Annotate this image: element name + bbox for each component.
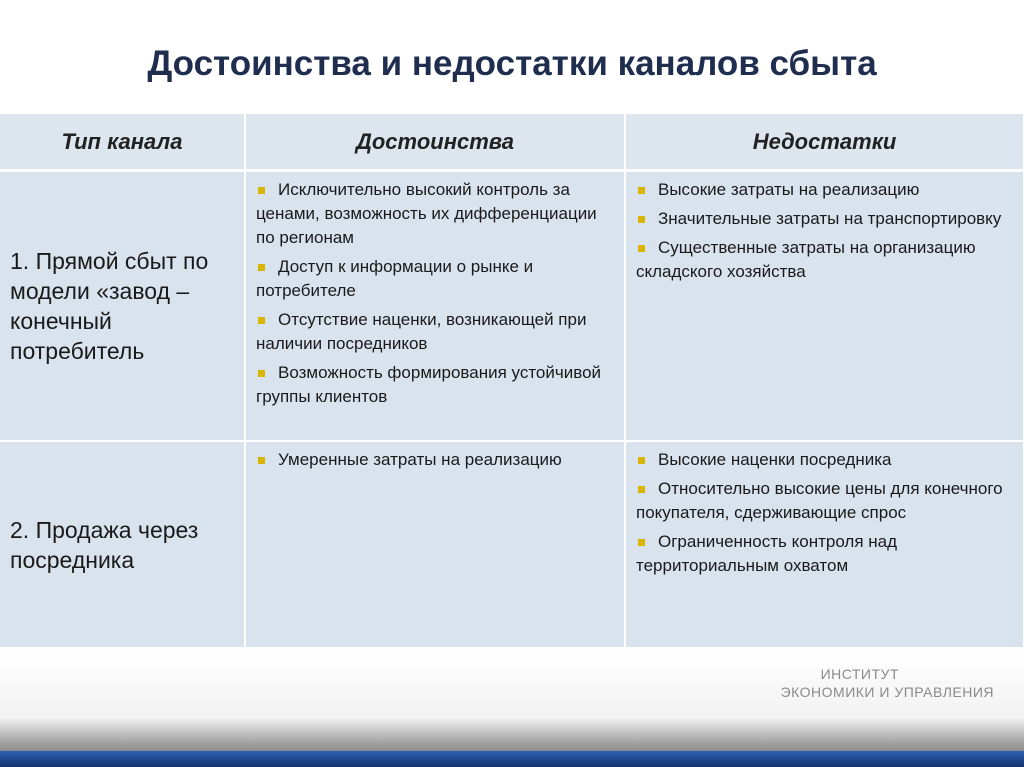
- cons-cell: [625, 441, 1024, 648]
- header-pros: Достоинства: [245, 114, 625, 171]
- bullet-square-icon: [638, 187, 645, 194]
- header-type: Тип канала: [0, 114, 245, 171]
- bullet-square-icon: [638, 486, 645, 493]
- cons-list: [626, 442, 1023, 578]
- footer-blue-bar: [0, 751, 1024, 767]
- list-item: Существенные затраты на организацию складского хозяйства: [636, 238, 976, 281]
- pros-list: [246, 172, 624, 409]
- channel-type-cell: 2. Продажа через посредника: [0, 441, 245, 648]
- pros-list: [246, 442, 624, 472]
- list-item: Возможность формирования устойчивой группы клиентов: [256, 363, 602, 406]
- institute-logo: [781, 665, 994, 701]
- slide-title: Достоинства и недостатки каналов сбыта: [147, 44, 877, 83]
- table-row: [0, 171, 1024, 442]
- bullet-square-icon: [258, 370, 265, 377]
- list-item: Значительные затраты на транспортировку: [636, 207, 1013, 231]
- bullet-square-icon: [258, 264, 265, 271]
- pros-cell: [245, 441, 625, 648]
- list-item: Отсутствие наценки, возникающей при наличии посредников: [256, 310, 587, 353]
- header-cons: Недостатки: [625, 114, 1024, 171]
- channel-type-cell: 1. Прямой сбыт по модели «завод – конечный потребитель: [0, 171, 245, 442]
- list-item: Относительно высокие цены для конечного покупателя, сдерживающие спрос: [636, 479, 1003, 522]
- bullet-square-icon: [258, 317, 265, 324]
- list-item: Высокие затраты на реализацию: [636, 178, 1013, 202]
- cons-list: [626, 172, 1023, 284]
- list-item: Доступ к информации о рынке и потребителе: [256, 257, 534, 300]
- bullet-square-icon: [638, 245, 645, 252]
- list-item: Высокие наценки посредника: [636, 448, 1013, 472]
- list-item: Умеренные затраты на реализацию: [256, 448, 614, 472]
- bullet-square-icon: [638, 216, 645, 223]
- cons-cell: [625, 171, 1024, 442]
- logo-line-2: ЭКОНОМИКИ И УПРАВЛЕНИЯ: [780, 684, 994, 700]
- table-row: [0, 441, 1024, 648]
- list-item: Исключительно высокий контроль за ценами, возможность их дифференциации по регионам: [256, 180, 597, 247]
- channels-table: [0, 114, 1024, 649]
- table-header-row: [0, 114, 1024, 171]
- bullet-square-icon: [638, 539, 645, 546]
- list-item: Ограниченность контроля над территориальным охватом: [636, 532, 898, 575]
- bullet-square-icon: [638, 457, 645, 464]
- logo-line-1: ИНСТИТУТ: [820, 666, 899, 682]
- footer-grey-bar: [0, 716, 1024, 751]
- bullet-square-icon: [258, 457, 265, 464]
- bullet-square-icon: [258, 187, 265, 194]
- pros-cell: [245, 171, 625, 442]
